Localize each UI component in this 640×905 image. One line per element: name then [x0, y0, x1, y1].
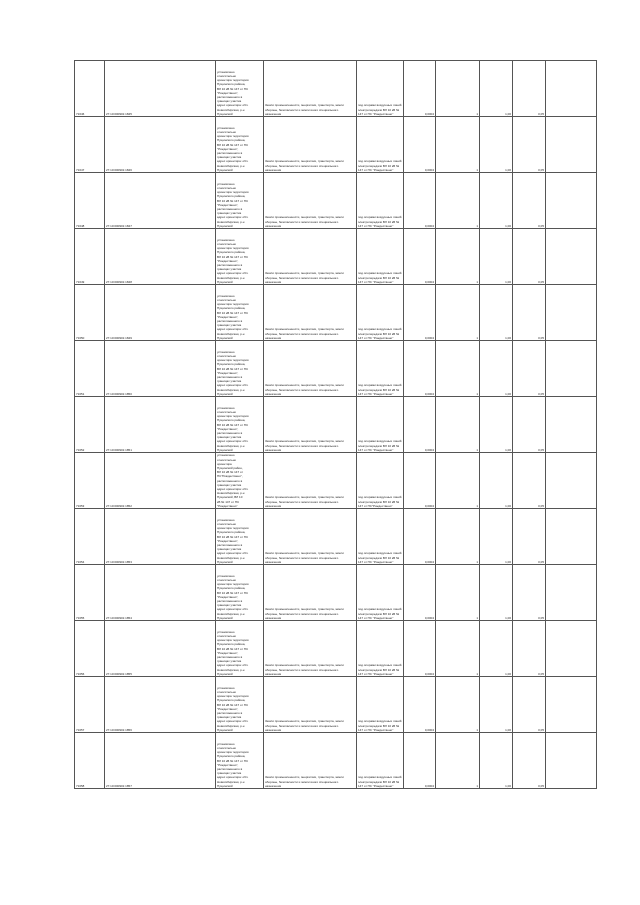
area-cell: 0,0004 — [404, 117, 436, 173]
land-category-cell: Земли промышленности, энергетики, транспорта, земли обороны, безопасности и земли иного специального назначения — [264, 341, 357, 397]
row-number-cell: 71654 — [75, 509, 105, 565]
empty-cell-cell — [546, 61, 597, 117]
share-cell: 1,00 — [480, 397, 513, 453]
address-cell: установлено относительно ориентира территория Пущинского района, ВЛ 10 кВ № 147 от ПС "Рождествено", расположенного в границах участка адрес ориентира: обл. Новосибирская, р-н Пущинский — [216, 285, 264, 341]
value-cell: 0,05 — [513, 509, 546, 565]
land-category-cell: Земли промышленности, энергетики, транспорта, земли обороны, безопасности и земли иного специального назначения — [264, 621, 357, 677]
count-cell: 1 — [436, 61, 480, 117]
cadastral-number-cell: 27:10:000901:1857 — [105, 733, 216, 789]
value-cell: 0,05 — [513, 173, 546, 229]
empty-cell-cell — [546, 173, 597, 229]
table-row — [75, 565, 597, 621]
table-body — [75, 61, 597, 789]
share-cell: 1,00 — [480, 61, 513, 117]
table-row — [75, 509, 597, 565]
area-cell: 0,0004 — [404, 565, 436, 621]
cadastral-number-cell: 27:10:000901:1850 — [105, 341, 216, 397]
land-category-cell: Земли промышленности, энергетики, транспорта, земли обороны, безопасности и земли иного специального назначения — [264, 285, 357, 341]
row-number-cell: 71656 — [75, 621, 105, 677]
share-cell: 1,00 — [480, 453, 513, 509]
share-cell: 1,00 — [480, 173, 513, 229]
value-cell: 0,05 — [513, 397, 546, 453]
count-cell: 1 — [436, 677, 480, 733]
area-cell: 0,0004 — [404, 285, 436, 341]
table-row — [75, 621, 597, 677]
cadastral-number-cell: 27:10:000901:1851 — [105, 397, 216, 453]
row-number-cell: 71657 — [75, 677, 105, 733]
land-category-cell: Земли промышленности, энергетики, транспорта, земли обороны, безопасности и земли иного специального назначения — [264, 173, 357, 229]
share-cell: 1,00 — [480, 621, 513, 677]
address-cell: установлено относительно ориентира территория Пущинского района, ВЛ 10 кВ № 147 от ПС "Рождествено", расположенного в границах участка адрес ориентира: обл. Новосибирская, р-н Пущинский — [216, 341, 264, 397]
empty-cell-cell — [546, 509, 597, 565]
empty-cell-cell — [546, 117, 597, 173]
empty-cell-cell — [546, 397, 597, 453]
cadastral-number-cell: 27:10:000901:1849 — [105, 285, 216, 341]
table-row — [75, 117, 597, 173]
cadastral-number-cell: 27:10:000901:1855 — [105, 621, 216, 677]
address-cell: установлено относительно ориентира территория Пущинского района, ВЛ 10 кВ № 147 от ПС "Рождествено", расположенного в границах участка адрес ориентира: обл. Новосибирская, р-н Пущинский — [216, 61, 264, 117]
area-cell: 0,0004 — [404, 453, 436, 509]
area-cell: 0,0004 — [404, 173, 436, 229]
count-cell: 1 — [436, 565, 480, 621]
land-category-cell: Земли промышленности, энергетики, транспорта, земли обороны, безопасности и земли иного специального назначения — [264, 229, 357, 285]
value-cell: 0,05 — [513, 117, 546, 173]
address-cell: установлено относительно ориентира территория Пущинского района, ВЛ 10 кВ № 147 от ПС "Рождествено", расположенного в границах участка адрес ориентира: обл. Новосибирская, р-н Пущинский — [216, 173, 264, 229]
count-cell: 1 — [436, 509, 480, 565]
row-number-cell: 71655 — [75, 565, 105, 621]
value-cell: 0,05 — [513, 61, 546, 117]
cadastral-number-cell: 27:10:000901:1852 — [105, 453, 216, 509]
share-cell: 1,00 — [480, 117, 513, 173]
value-cell: 0,05 — [513, 341, 546, 397]
cadastral-number-cell: 27:10:000901:1847 — [105, 173, 216, 229]
land-category-cell: Земли промышленности, энергетики, транспорта, земли обороны, безопасности и земли иного специального назначения — [264, 565, 357, 621]
value-cell: 0,05 — [513, 285, 546, 341]
land-category-cell: Земли промышленности, энергетики, транспорта, земли обороны, безопасности и земли иного специального назначения — [264, 61, 357, 117]
empty-cell-cell — [546, 733, 597, 789]
cadastral-number-cell: 27:10:000901:1853 — [105, 509, 216, 565]
count-cell: 1 — [436, 453, 480, 509]
table-row — [75, 173, 597, 229]
area-cell: 0,0004 — [404, 341, 436, 397]
table-row — [75, 677, 597, 733]
value-cell: 0,05 — [513, 229, 546, 285]
row-number-cell: 71652 — [75, 397, 105, 453]
area-cell: 0,0004 — [404, 621, 436, 677]
value-cell: 0,05 — [513, 453, 546, 509]
count-cell: 1 — [436, 285, 480, 341]
land-category-cell: Земли промышленности, энергетики, транспорта, земли обороны, безопасности и земли иного специального назначения — [264, 677, 357, 733]
area-cell: 0,0004 — [404, 61, 436, 117]
share-cell: 1,00 — [480, 677, 513, 733]
permitted-use-cell: под опорами воздушных линий электропередачи ВЛ 10 кВ № 147 от ПС "Рождествено" — [357, 621, 404, 677]
table-row — [75, 397, 597, 453]
land-category-cell: Земли промышленности, энергетики, транспорта, земли обороны, безопасности и земли иного специального назначения — [264, 397, 357, 453]
permitted-use-cell: под опорами воздушных линий электропередачи ВЛ 10 кВ № 147 от ПС "Рождествено" — [357, 509, 404, 565]
table-row — [75, 285, 597, 341]
row-number-cell: 71658 — [75, 733, 105, 789]
permitted-use-cell: под опорами воздушных линий электропередачи ВЛ 10 кВ № 147 от ПС "Рождествено" — [357, 117, 404, 173]
permitted-use-cell: под опорами воздушных линий электропередачи ВЛ 10 кВ № 147 от ПС "Рождествено" — [357, 677, 404, 733]
land-parcel-table — [74, 60, 597, 789]
value-cell: 0,05 — [513, 677, 546, 733]
permitted-use-cell: под опорами воздушных линий электропередачи ВЛ 10 кВ № 147 от ПС"Рождествено" — [357, 453, 404, 509]
table-row — [75, 453, 597, 509]
row-number-cell: 71651 — [75, 341, 105, 397]
row-number-cell: 71649 — [75, 229, 105, 285]
cadastral-number-cell: 27:10:000901:1856 — [105, 677, 216, 733]
land-category-cell: Земли промышленности, энергетики, транспорта, земли обороны, безопасности и земли иного специального назначения — [264, 509, 357, 565]
count-cell: 1 — [436, 397, 480, 453]
table-row — [75, 733, 597, 789]
cadastral-number-cell: 27:10:000901:1848 — [105, 229, 216, 285]
address-cell: установлено относительно ориентира территория Пущинского района, ВЛ 10 кВ № 147 от ПС "Рождествено", расположенного в границах участка адрес ориентира: обл. Новосибирская, р-н Пущинский — [216, 229, 264, 285]
value-cell: 0,05 — [513, 621, 546, 677]
share-cell: 1,00 — [480, 733, 513, 789]
address-cell: установлено относительно ориентира территория Пущинского района, ВЛ 10 кВ № 147 от ПС "Рождествено", расположенного в границах участка адрес ориентира: обл. Новосибирская, р-н Пущинский — [216, 565, 264, 621]
area-cell: 0,0004 — [404, 733, 436, 789]
area-cell: 0,0004 — [404, 509, 436, 565]
count-cell: 1 — [436, 117, 480, 173]
empty-cell-cell — [546, 453, 597, 509]
value-cell: 0,05 — [513, 565, 546, 621]
cadastral-number-cell: 27:10:000901:1854 — [105, 565, 216, 621]
count-cell: 1 — [436, 733, 480, 789]
address-cell: установлено относительно ориентира территория Пущинского района, ВЛ 10 кВ № 147 от ПС "Рождествено", расположенного в границах участка адрес ориентира: обл. Новосибирская, р-н Пущинский — [216, 677, 264, 733]
row-number-cell: 71653 — [75, 453, 105, 509]
land-category-cell: Земли промышленности, энергетики, транспорта, земли обороны, безопасности и земли иного специального назначения — [264, 117, 357, 173]
empty-cell-cell — [546, 621, 597, 677]
share-cell: 1,00 — [480, 509, 513, 565]
empty-cell-cell — [546, 285, 597, 341]
table-row — [75, 229, 597, 285]
address-cell: установлено относительно ориентира Пущинский район, ВЛ 10 кВ № 147 от ПС"Рождествено", расположенного в границах участка адрес ориентира: обл. Новосибирская, р-н Пущинский, ВЛ 10 кВ № 147 от ПС "Рождествено" — [216, 453, 264, 509]
permitted-use-cell: под опорами воздушных линий электропередачи ВЛ 10 кВ № 147 от ПС "Рождествено" — [357, 285, 404, 341]
permitted-use-cell: под опорами воздушных линий электропередачи ВЛ 10 кВ № 147 от ПС "Рождествено" — [357, 397, 404, 453]
address-cell: установлено относительно ориентира территория Пущинского района, ВЛ 10 кВ № 147 от ПС "Рождествено", расположенного в границах участка адрес ориентира: обл. Новосибирская, р-н Пущинский — [216, 733, 264, 789]
area-cell: 0,0004 — [404, 397, 436, 453]
permitted-use-cell: под опорами воздушных линий электропередачи ВЛ 10 кВ № 147 от ПС "Рождествено" — [357, 173, 404, 229]
area-cell: 0,0004 — [404, 229, 436, 285]
land-category-cell: Земли промышленности, энергетики, транспорта, земли обороны, безопасности и земли иного специального назначения — [264, 453, 357, 509]
permitted-use-cell: под опорами воздушных линий электропередачи ВЛ 10 кВ № 147 от ПС "Рождествено" — [357, 733, 404, 789]
permitted-use-cell: под опорами воздушных линий электропередачи ВЛ 10 кВ № 147 от ПС "Рождествено" — [357, 229, 404, 285]
share-cell: 1,00 — [480, 285, 513, 341]
permitted-use-cell: под опорами воздушных линий электропередачи ВЛ 10 кВ № 147 от ПС "Рождествено" — [357, 61, 404, 117]
land-category-cell: Земли промышленности, энергетики, транспорта, земли обороны, безопасности и земли иного специального назначения — [264, 733, 357, 789]
cadastral-number-cell: 27:10:000901:1845 — [105, 61, 216, 117]
row-number-cell: 71647 — [75, 117, 105, 173]
area-cell: 0,0004 — [404, 677, 436, 733]
address-cell: установлено относительно ориентира территория Пущинского района, ВЛ 10 кВ № 147 от ПС "Рождествено", расположенного в границах участка адрес ориентира: обл. Новосибирская, р-н Пущинский — [216, 117, 264, 173]
share-cell: 1,00 — [480, 229, 513, 285]
permitted-use-cell: под опорами воздушных линий электропередачи ВЛ 10 кВ № 147 от ПС "Рождествено" — [357, 341, 404, 397]
count-cell: 1 — [436, 621, 480, 677]
row-number-cell: 71650 — [75, 285, 105, 341]
cadastral-number-cell: 27:10:000901:1846 — [105, 117, 216, 173]
count-cell: 1 — [436, 229, 480, 285]
table-row — [75, 61, 597, 117]
empty-cell-cell — [546, 677, 597, 733]
permitted-use-cell: под опорами воздушных линий электропередачи ВЛ 10 кВ № 147 от ПС "Рождествено" — [357, 565, 404, 621]
count-cell: 1 — [436, 341, 480, 397]
value-cell: 0,05 — [513, 733, 546, 789]
table-row — [75, 341, 597, 397]
count-cell: 1 — [436, 173, 480, 229]
address-cell: установлено относительно ориентира территория Пущинского района, ВЛ 10 кВ № 147 от ПС "Рождествено", расположенного в границах участка адрес ориентира: обл. Новосибирская, р-н Пущинский — [216, 621, 264, 677]
address-cell: установлено относительно ориентира территория Пущинского района, ВЛ 10 кВ № 147 от ПС "Рождествено", расположенного в границах участка адрес ориентира: обл. Новосибирская, р-н Пущинский — [216, 397, 264, 453]
row-number-cell: 71648 — [75, 173, 105, 229]
row-number-cell: 71646 — [75, 61, 105, 117]
address-cell: установлено относительно ориентира территория Пущинского района, ВЛ 10 кВ № 147 от ПС "Рождествено", расположенного в границах участка адрес ориентира: обл. Новосибирская, р-н Пущинский — [216, 509, 264, 565]
empty-cell-cell — [546, 341, 597, 397]
share-cell: 1,00 — [480, 565, 513, 621]
empty-cell-cell — [546, 229, 597, 285]
empty-cell-cell — [546, 565, 597, 621]
share-cell: 1,00 — [480, 341, 513, 397]
